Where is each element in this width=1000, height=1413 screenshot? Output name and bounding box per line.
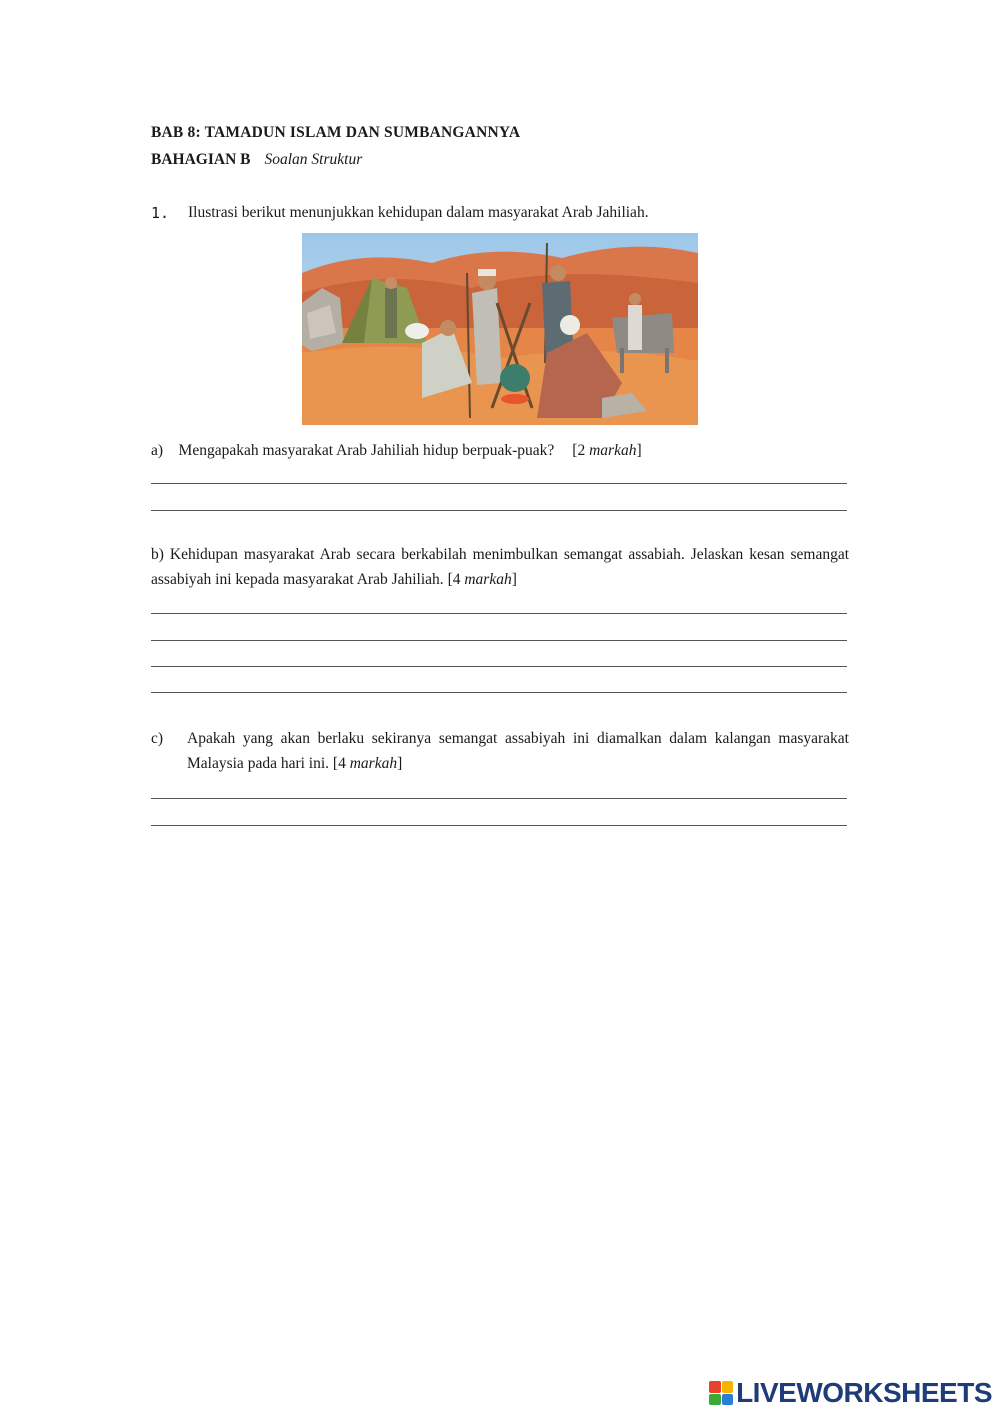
part-a-label: a) [151, 442, 164, 459]
marks-word: markah [464, 571, 512, 588]
part-b-text: Kehidupan masyarakat Arab secara berkabilah menimbulkan semangat assabiah. Jelaskan kesan semangat assabiyah ini kepada masyarakat Arab Jahiliah. [151, 546, 850, 588]
section-label: BAHAGIAN B [151, 151, 251, 168]
answer-line[interactable] [151, 798, 847, 799]
answer-line[interactable] [151, 483, 847, 484]
marks-close: ] [636, 442, 642, 459]
section-heading [151, 151, 362, 169]
part-a-marks [572, 442, 641, 459]
part-b-marks [448, 571, 517, 588]
question-number: 1. [151, 204, 170, 222]
answer-line[interactable] [151, 666, 847, 667]
marks-close: ] [511, 571, 517, 588]
chapter-title: BAB 8: TAMADUN ISLAM DAN SUMBANGANNYA [151, 124, 521, 141]
part-a-text: Mengapakah masyarakat Arab Jahiliah hidup berpuak-puak? [178, 442, 555, 459]
brand-name: LIVEWORKSHEETS [736, 1377, 992, 1408]
marks-close: ] [397, 755, 403, 772]
logo-icon [709, 1381, 733, 1405]
answer-line[interactable] [151, 510, 847, 511]
answer-line[interactable] [151, 825, 847, 826]
part-c [187, 726, 849, 776]
question-text: Ilustrasi berikut menunjukkan kehidupan dalam masyarakat Arab Jahiliah. [188, 204, 649, 221]
answer-line[interactable] [151, 613, 847, 614]
liveworksheets-logo[interactable] [709, 1377, 992, 1409]
part-a [151, 438, 642, 463]
part-b-label: b) [151, 546, 164, 563]
desert-camp-illustration [302, 233, 698, 425]
answer-line[interactable] [151, 692, 847, 693]
answer-line[interactable] [151, 640, 847, 641]
marks-open: [2 [572, 442, 590, 459]
part-b [151, 542, 849, 592]
marks-word: markah [349, 755, 398, 772]
marks-open: [4 [447, 571, 465, 588]
part-c-text: Apakah yang akan berlaku sekiranya semangat assabiyah ini diamalkan dalam kalangan masyarakat Malaysia pada hari ini. [187, 730, 849, 772]
section-type: Soalan Struktur [264, 151, 363, 168]
marks-open: [4 [332, 755, 350, 772]
part-c-marks [333, 755, 402, 772]
part-c-label: c) [151, 730, 164, 747]
marks-word: markah [589, 442, 637, 459]
